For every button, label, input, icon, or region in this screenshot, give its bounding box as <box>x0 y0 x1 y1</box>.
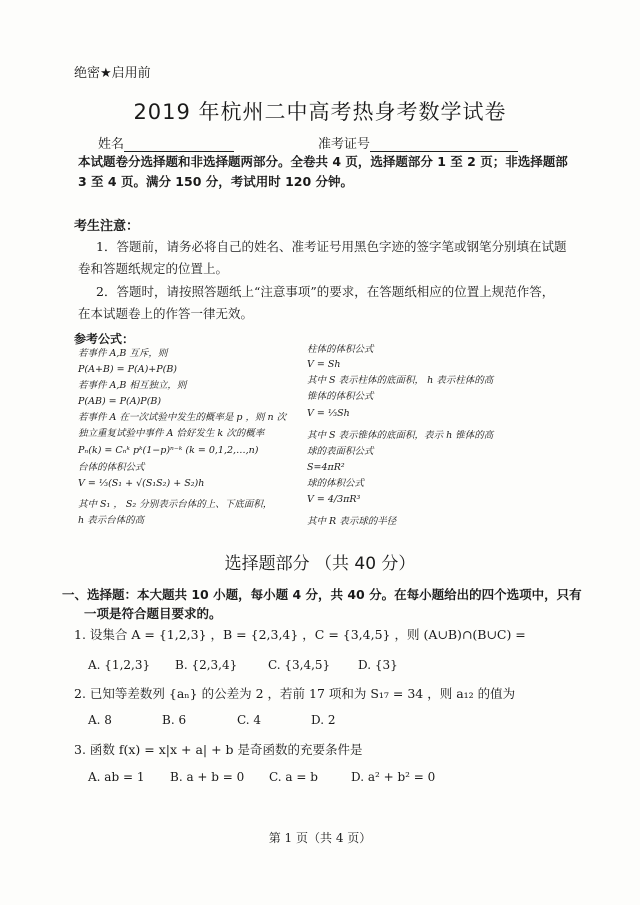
formula-left-7: 台体的体积公式 <box>78 462 145 473</box>
secret-mark: 绝密★启用前 <box>74 66 151 81</box>
formula-left-10: h 表示台体的高 <box>78 515 145 526</box>
question-1-option-d: D. {3} <box>358 658 398 672</box>
formula-left-0: 若事件 A,B 互斥，则 <box>78 348 168 359</box>
formula-heading: 参考公式： <box>74 332 135 346</box>
question-2-option-d: D. 2 <box>311 713 336 727</box>
notice-heading: 考生注意： <box>74 219 140 234</box>
formula-left-1: P(A+B) = P(A)+P(B) <box>78 364 178 375</box>
formula-right-9: V = 4/3πR³ <box>307 494 361 505</box>
question-1-stem: 1. 设集合 A = {1,2,3} ，B = {2,3,4} ，C = {3,4,5} ，则 (A∪B)∩(B∪C) = <box>74 627 526 642</box>
notice-item-1 <box>78 236 578 280</box>
instruction-line: 一、选择题：本大题共 10 小题，每小题 4 分，共 40 分。在每小题给出的四个选项中，只有 <box>62 587 582 602</box>
exam-id-field <box>318 133 518 152</box>
exam-id-blank <box>370 139 518 152</box>
formula-left-6: Pₙ(k) = Cₙᵏ pᵏ(1−p)ⁿ⁻ᵏ (k = 0,1,2,…,n) <box>78 445 259 456</box>
question-3-option-b: B. a + b = 0 <box>170 770 245 784</box>
formula-right-0: 柱体的体积公式 <box>307 344 374 355</box>
intro-line: 本试题卷分选择题和非选择题两部分。全卷共 4 页，选择题部分 1 至 2 页；非选择题部 <box>78 154 568 169</box>
question-2-stem: 2. 已知等差数列 {aₙ} 的公差为 2 ，若前 17 项和为 S₁₇ = 34 ，则 a₁₂ 的值为 <box>74 686 516 701</box>
formula-right-2: 其中 S 表示柱体的底面积， h 表示柱体的高 <box>307 375 494 386</box>
formula-right-8: 球的体积公式 <box>307 478 365 489</box>
name-field <box>98 133 234 152</box>
question-2-option-b: B. 6 <box>162 713 187 727</box>
exam-intro <box>78 152 568 192</box>
formula-right-6: 球的表面积公式 <box>307 446 374 457</box>
formula-right-1: V = Sh <box>307 359 341 370</box>
question-1-option-a: A. {1,2,3} <box>88 658 151 672</box>
instruction-line: 一项是符合题目要求的。 <box>84 606 222 621</box>
formula-right-10: 其中 R 表示球的半径 <box>307 516 397 527</box>
formula-right-7: S=4πR² <box>307 462 345 473</box>
question-2-option-c: C. 4 <box>237 713 262 727</box>
notice-line: 2．答题时，请按照答题纸上“注意事项”的要求，在答题纸相应的位置上规范作答， <box>96 284 555 299</box>
name-label: 姓名 <box>98 137 125 152</box>
formula-left-4: 若事件 A 在一次试验中发生的概率是 p ，则 n 次 <box>78 412 287 423</box>
section-title: 选择题部分 （共 40 分） <box>224 554 416 574</box>
exam-id-label: 准考证号 <box>318 137 371 152</box>
question-1-option-b: B. {2,3,4} <box>175 658 238 672</box>
formula-left-9: 其中 S₁ ， S₂ 分别表示台体的上、下底面积， <box>78 499 273 510</box>
question-2-option-a: A. 8 <box>88 713 112 727</box>
question-3-option-d: D. a² + b² = 0 <box>351 770 436 784</box>
question-3-stem: 3. 函数 f(x) = x|x + a| + b 是奇函数的充要条件是 <box>74 742 363 757</box>
notice-line: 1．答题前，请务必将自己的姓名、准考证号用黑色字迹的签字笔或钢笔分别填在试题 <box>96 239 567 254</box>
page-footer: 第 1 页（共 4 页） <box>268 831 372 845</box>
section-instruction <box>62 585 582 623</box>
notice-item-2 <box>78 281 578 325</box>
notice-line: 卷和答题纸规定的位置上。 <box>78 261 229 276</box>
exam-title: 2019 年杭州二中高考热身考数学试卷 <box>133 100 507 124</box>
formula-left-8: V = ⅓(S₁ + √(S₁S₂) + S₂)h <box>78 478 205 489</box>
formula-right-5: 其中 S 表示锥体的底面积，表示 h 锥体的高 <box>307 430 494 441</box>
question-3-option-a: A. ab = 1 <box>88 770 145 784</box>
name-blank <box>124 139 234 152</box>
formula-left-3: P(AB) = P(A)P(B) <box>78 396 162 407</box>
notice-line: 在本试题卷上的作答一律无效。 <box>78 306 254 321</box>
question-1-option-c: C. {3,4,5} <box>268 658 331 672</box>
formula-left-5: 独立重复试验中事件 A 恰好发生 k 次的概率 <box>78 428 265 439</box>
question-3-option-c: C. a = b <box>269 770 318 784</box>
formula-right-4: V = ⅓Sh <box>307 408 350 419</box>
formula-right-3: 锥体的体积公式 <box>307 391 374 402</box>
intro-line: 3 至 4 页。满分 150 分，考试用时 120 分钟。 <box>78 174 354 189</box>
formula-left-2: 若事件 A,B 相互独立，则 <box>78 380 187 391</box>
